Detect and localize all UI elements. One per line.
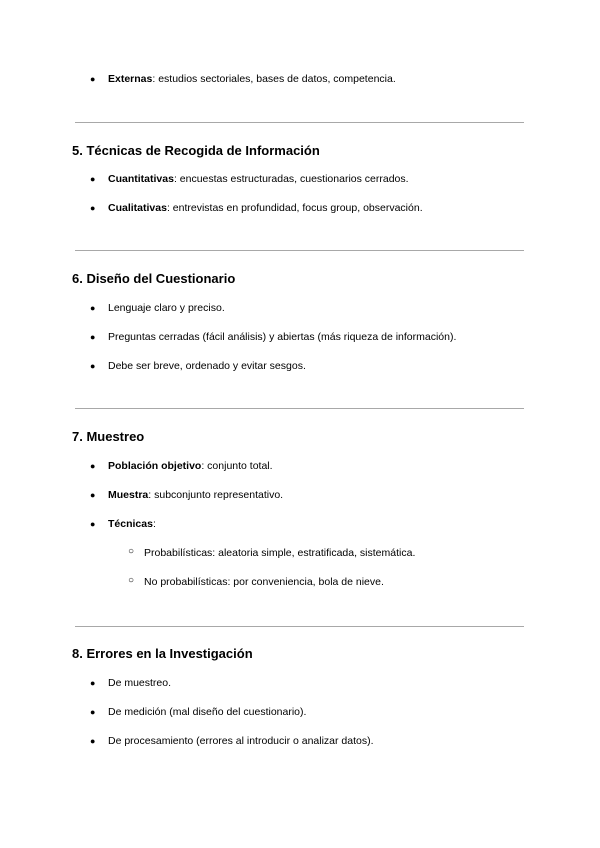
item-text: De procesamiento (errores al introducir o analizar datos). [108,735,374,747]
item-text: Probabilísticas: aleatoria simple, estratificada, sistemática. [144,547,416,559]
bullet-icon: ● [90,332,96,342]
section-6-heading: 6. Diseño del Cuestionario [72,271,236,286]
bullet-icon: ● [90,203,96,213]
horizontal-rule [75,408,524,409]
hollow-bullet-icon: ○ [128,575,135,586]
item-label: Técnicas [108,518,153,530]
bullet-icon: ● [90,490,96,500]
item-text: : encuestas estructuradas, cuestionarios cerrados. [173,173,409,185]
horizontal-rule [75,626,524,627]
horizontal-rule [75,122,524,123]
horizontal-rule [75,250,524,251]
item-label: Población objetivo [108,460,202,472]
item-label: Externas [108,73,153,85]
item-label: Muestra [108,489,149,501]
section-7-heading: 7. Muestreo [72,429,145,444]
section-8-heading: 8. Errores en la Investigación [72,646,253,661]
item-label: Cualitativas [108,202,167,214]
bullet-icon: ● [90,707,96,717]
bullet-icon: ● [90,519,96,529]
item-text: : estudios sectoriales, bases de datos, competencia. [152,73,396,85]
item-text: De medición (mal diseño del cuestionario). [108,706,307,718]
bullet-icon: ● [90,74,96,84]
bullet-icon: ● [90,461,96,471]
section-5-heading: 5. Técnicas de Recogida de Información [72,143,320,158]
item-label: Cuantitativas [108,173,174,185]
item-text: : [152,518,156,530]
bullet-icon: ● [90,174,96,184]
item-text: Preguntas cerradas (fácil análisis) y abiertas (más riqueza de información). [108,331,457,343]
item-text: : conjunto total. [201,460,273,472]
hollow-bullet-icon: ○ [128,546,135,557]
bullet-icon: ● [90,303,96,313]
item-text: : subconjunto representativo. [148,489,284,501]
item-text: De muestreo. [108,677,172,689]
item-text: No probabilísticas: por conveniencia, bola de nieve. [144,576,384,588]
item-text: Debe ser breve, ordenado y evitar sesgos. [108,360,306,372]
bullet-icon: ● [90,736,96,746]
bullet-icon: ● [90,678,96,688]
item-text: Lenguaje claro y preciso. [108,302,225,314]
item-text: : entrevistas en profundidad, focus group, observación. [166,202,423,214]
bullet-icon: ● [90,361,96,371]
